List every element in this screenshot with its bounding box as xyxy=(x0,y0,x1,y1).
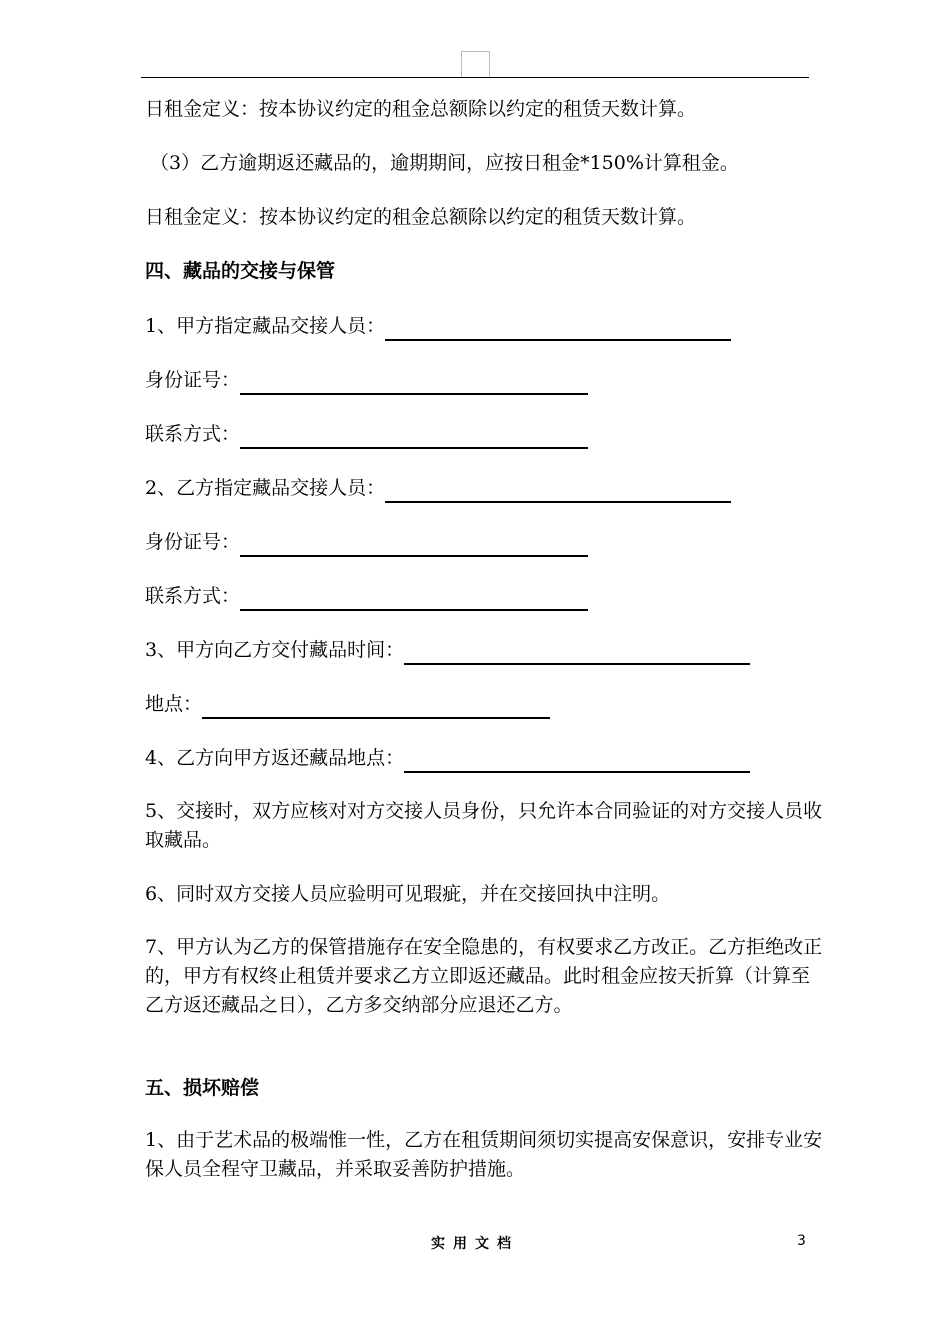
clause-6: 6、同时双方交接人员应验明可见瑕疵，并在交接回执中注明。 xyxy=(145,883,671,905)
field-label: 4、乙方向甲方返还藏品地点： xyxy=(145,747,405,769)
section-4-heading: 四、藏品的交接与保管 xyxy=(145,260,336,282)
field-location xyxy=(145,689,550,719)
field-b-contact xyxy=(145,581,588,611)
field-a-id-number xyxy=(145,365,588,395)
blank-line xyxy=(240,533,588,557)
section-5-heading: 五、损坏赔偿 xyxy=(145,1077,260,1099)
blank-line xyxy=(240,587,588,611)
field-label: 1、甲方指定藏品交接人员： xyxy=(145,315,386,337)
header-box xyxy=(461,51,490,78)
field-label: 身份证号： xyxy=(145,369,241,391)
daily-rent-definition-1: 日租金定义：按本协议约定的租金总额除以约定的租赁天数计算。 xyxy=(145,98,697,120)
field-b-id-number xyxy=(145,527,588,557)
damage-clause-1: 1、由于艺术品的极端惟一性，乙方在租赁期间须切实提高安保意识，安排专业安保人员全程守卫藏品，并采取妥善防护措施。 xyxy=(145,1129,823,1180)
blank-line xyxy=(202,695,550,719)
field-a-contact xyxy=(145,419,588,449)
blank-line xyxy=(385,479,731,503)
blank-line xyxy=(385,317,731,341)
field-return-location xyxy=(145,743,750,773)
page-number: 3 xyxy=(797,1233,806,1249)
field-delivery-time xyxy=(145,635,750,665)
field-a-handover-person xyxy=(145,311,731,341)
clause-5: 5、交接时，双方应核对对方交接人员身份，只允许本合同验证的对方交接人员收取藏品。 xyxy=(145,800,823,851)
clause-7: 7、甲方认为乙方的保管措施存在安全隐患的，有权要求乙方改正。乙方拒绝改正的，甲方有权终止租赁并要求乙方立即返还藏品。此时租金应按天折算（计算至乙方返还藏品之日），乙方多交纳部分应退还乙方。 xyxy=(145,936,823,1016)
header-rule xyxy=(141,77,809,78)
overdue-clause: （3）乙方逾期返还藏品的，逾期期间，应按日租金*150%计算租金。 xyxy=(150,152,739,174)
daily-rent-definition-2: 日租金定义：按本协议约定的租金总额除以约定的租赁天数计算。 xyxy=(145,206,697,228)
field-label: 联系方式： xyxy=(145,423,241,445)
field-b-handover-person xyxy=(145,473,731,503)
field-label: 身份证号： xyxy=(145,531,241,553)
blank-line xyxy=(404,749,750,773)
field-label: 3、甲方向乙方交付藏品时间： xyxy=(145,639,405,661)
footer-label: 实用文档 xyxy=(431,1236,519,1252)
field-label: 地点： xyxy=(145,693,203,715)
field-label: 2、乙方指定藏品交接人员： xyxy=(145,477,386,499)
blank-line xyxy=(404,641,750,665)
blank-line xyxy=(240,425,588,449)
blank-line xyxy=(240,371,588,395)
field-label: 联系方式： xyxy=(145,585,241,607)
